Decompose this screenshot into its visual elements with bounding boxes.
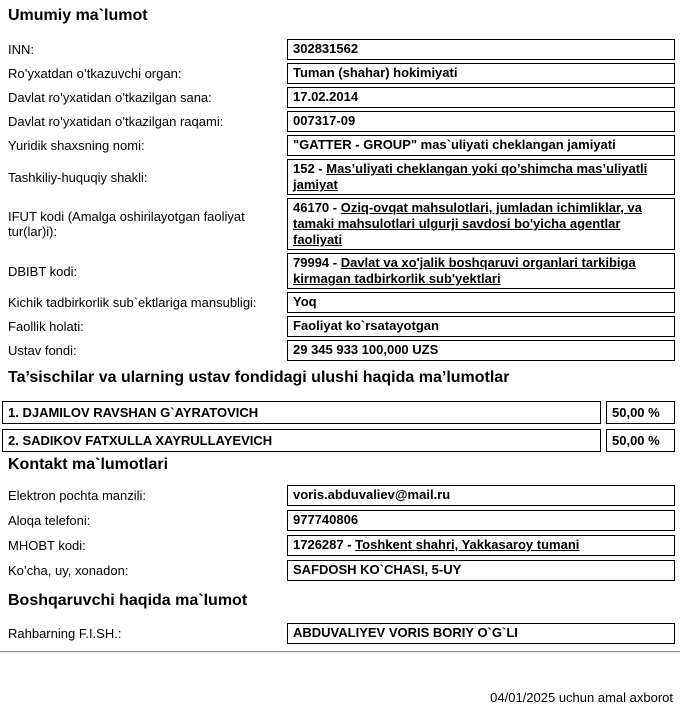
row-value: Yoq — [287, 292, 675, 313]
contacts-section — [0, 485, 680, 581]
founder-row — [2, 401, 675, 424]
row-registration-date — [8, 87, 675, 108]
row-value — [287, 159, 675, 195]
row-label: Yuridik shaxsning nomi: — [8, 138, 145, 153]
founder-share: 50,00 % — [606, 401, 675, 424]
row-value — [287, 198, 675, 250]
row-activity-status — [8, 316, 675, 337]
row-value: 302831562 — [287, 39, 675, 60]
section-title-manager: Boshqaruvchi haqida ma`lumot — [8, 592, 248, 609]
ifut-activity-link[interactable]: Oziq-ovqat mahsulotlari, jumladan ichimliklar, va tamaki mahsulotlari ulgurji savdosi bo'yicha agentlar faoliyati — [293, 200, 642, 247]
row-charter-fund — [8, 340, 675, 361]
row-label: Rahbarning F.I.SH.: — [8, 626, 122, 641]
founder-name: 1. DJAMILOV RAVSHAN G`AYRATOVICH — [2, 401, 601, 424]
code-prefix: 1726287 - — [293, 537, 356, 552]
row-label: Ro’yxatdan o’tkazuvchi organ: — [8, 66, 182, 81]
founder-name: 2. SADIKOV FATXULLA XAYRULLAYEVICH — [2, 429, 601, 452]
row-value: ABDUVALIYEV VORIS BORIY O`G`LI — [287, 623, 675, 644]
section-title-founders: Ta’sischilar va ularning ustav fondidagi ulushi haqida ma’lumotlar — [8, 369, 510, 386]
row-label: Ustav fondi: — [8, 343, 77, 358]
row-value: 007317-09 — [287, 111, 675, 132]
row-inn — [8, 39, 675, 60]
row-value: 977740806 — [287, 510, 675, 531]
row-value: "GATTER - GROUP" mas`uliyati cheklangan jamiyati — [287, 135, 675, 156]
row-value — [287, 535, 675, 556]
row-value: 17.02.2014 — [287, 87, 675, 108]
row-dbibt-code — [8, 253, 675, 289]
row-email — [8, 485, 675, 506]
code-prefix: 79994 - — [293, 255, 341, 270]
row-label: Faollik holati: — [8, 319, 84, 334]
row-value: 29 345 933 100,000 UZS — [287, 340, 675, 361]
manager-section — [0, 623, 680, 644]
mhobt-region-link[interactable]: Toshkent shahri, Yakkasaroy tumani — [355, 537, 580, 552]
row-label: MHOBT kodi: — [8, 538, 86, 553]
row-value: Tuman (shahar) hokimiyati — [287, 63, 675, 84]
row-legal-name — [8, 135, 675, 156]
founder-share: 50,00 % — [606, 429, 675, 452]
row-label: Davlat ro’yxatidan o’tkazilgan raqami: — [8, 114, 224, 129]
row-mhobt-code — [8, 535, 675, 556]
row-value: SAFDOSH KO`CHASI, 5-UY — [287, 560, 675, 581]
founder-row — [2, 429, 675, 452]
row-phone — [8, 510, 675, 531]
legal-form-link[interactable]: Mas’uliyati cheklangan yoki qo’shimcha mas’uliyatli jamiyat — [293, 161, 648, 192]
section-title-contacts: Kontakt ma`lumotlari — [8, 456, 169, 473]
row-value — [287, 253, 675, 289]
row-value: Faoliyat ko`rsatayotgan — [287, 316, 675, 337]
row-label: Tashkiliy-huquqiy shakli: — [8, 169, 148, 185]
row-label: INN: — [8, 42, 34, 57]
founders-section — [0, 401, 680, 452]
row-label: Elektron pochta manzili: — [8, 488, 147, 503]
row-registering-body — [8, 63, 675, 84]
row-legal-form — [8, 159, 675, 195]
code-prefix: 46170 - — [293, 200, 341, 215]
row-director-name — [8, 623, 675, 644]
bottom-divider — [0, 651, 680, 653]
report-date: 04/01/2025 uchun amal axborot — [490, 690, 673, 705]
row-label: Ko’cha, uy, xonadon: — [8, 563, 129, 578]
row-registration-number — [8, 111, 675, 132]
row-label: IFUT kodi (Amalga oshirilayotgan faoliyat tur(lar)i): — [8, 209, 245, 239]
row-label: DBIBT kodi: — [8, 263, 78, 279]
row-value: voris.abduvaliev@mail.ru — [287, 485, 675, 506]
code-prefix: 152 - — [293, 161, 327, 176]
row-label: Davlat ro’yxatidan o’tkazilgan sana: — [8, 90, 212, 105]
dbibt-link[interactable]: Davlat va xo'jalik boshqaruvi organlari tarkibiga kirmagan tadbirkorlik sub'yektlari — [293, 255, 636, 286]
row-street-address — [8, 560, 675, 581]
row-ifut-code — [8, 198, 675, 250]
row-label: Kichik tadbirkorlik sub`ektlariga mansubligi: — [8, 295, 257, 310]
row-label: Aloqa telefoni: — [8, 513, 91, 528]
row-small-business — [8, 292, 675, 313]
general-section — [0, 39, 680, 361]
section-title-general: Umumiy ma`lumot — [8, 7, 148, 24]
